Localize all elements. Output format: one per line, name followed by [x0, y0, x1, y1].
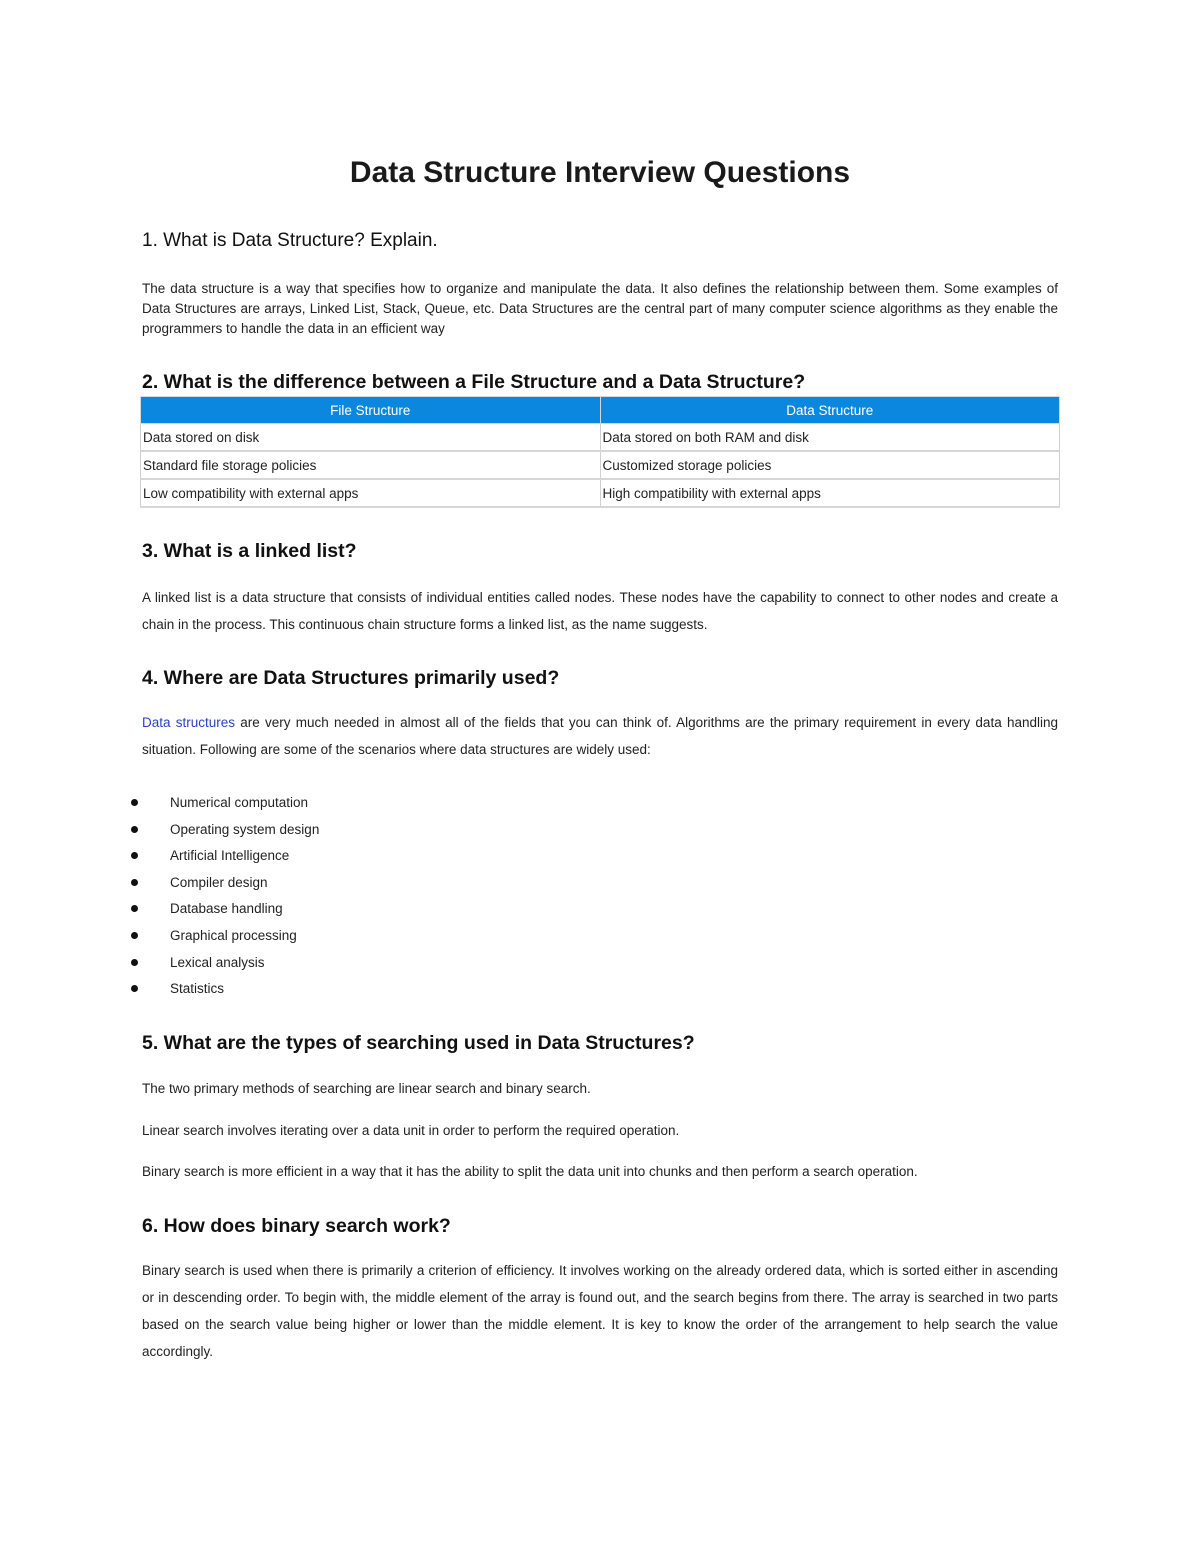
bullet-icon — [131, 826, 138, 833]
bullet-icon — [131, 905, 138, 912]
list-item-label: Artificial Intelligence — [170, 848, 290, 864]
list-item-label: Graphical processing — [170, 927, 297, 943]
list-item-label: Lexical analysis — [170, 954, 265, 970]
question-3-answer: A linked list is a data structure that consists of individual entities called nodes. These nodes have the capability to connect to other nodes and create a chain in the process. This continuous chain structure forms a linked list, as the name suggests. — [142, 590, 1058, 632]
question-3-heading: 3. What is a linked list? — [142, 540, 357, 562]
question-4-answer — [142, 709, 1058, 763]
table-row — [141, 451, 1060, 479]
question-6-answer: Binary search is used when there is primarily a criterion of efficiency. It involves working on the already ordered data, which is sorted either in ascending or in descending order. To begin with, the middle element of the array is found out, and the search begins from there. The array is searched in two parts based on the search value being higher or lower than the middle element. It is key to know the order of the arrangement to help search the value accordingly. — [142, 1263, 1058, 1359]
list-item-label: Statistics — [170, 981, 225, 997]
column-header-data-structure: Data Structure — [600, 397, 1060, 424]
question-6-heading: 6. How does binary search work? — [142, 1215, 451, 1237]
table-cell: Customized storage policies — [600, 451, 1060, 479]
question-4-answer-text: are very much needed in almost all of the fields that you can think of. Algorithms are the primary requirement in every data handling situation. Following are some of the scenarios where data structures are widely used: — [142, 715, 1058, 757]
list-item-label: Numerical computation — [170, 795, 309, 810]
bullet-icon — [131, 932, 138, 939]
table-cell: Data stored on both RAM and disk — [600, 424, 1060, 452]
usage-list — [128, 792, 319, 1005]
table-cell: High compatibility with external apps — [600, 479, 1060, 507]
bullet-icon — [131, 959, 138, 966]
table-row — [141, 424, 1060, 452]
list-item — [128, 845, 319, 872]
table-header-row — [141, 397, 1060, 424]
list-item — [128, 898, 319, 925]
list-item — [128, 792, 319, 819]
question-5-paragraph-1: The two primary methods of searching are linear search and binary search. — [142, 1081, 591, 1096]
bullet-icon — [131, 852, 138, 859]
question-5-paragraph-2: Linear search involves iterating over a data unit in order to perform the required operation. — [142, 1123, 680, 1138]
list-item-label: Operating system design — [170, 821, 320, 837]
question-5-heading: 5. What are the types of searching used in Data Structures? — [142, 1032, 695, 1054]
question-1-answer: The data structure is a way that specifies how to organize and manipulate the data. It also defines the relationship between them. Some examples of Data Structures are arrays, Linked List, Stack, Queue, etc. Data Structures are the central part of many computer science algorithms as they enable the programmers to handle the data in an efficient way — [142, 281, 1058, 336]
table-cell: Low compatibility with external apps — [141, 479, 601, 507]
list-item-label: Compiler design — [170, 874, 268, 890]
question-4-heading: 4. Where are Data Structures primarily used? — [142, 667, 560, 689]
table-cell: Data stored on disk — [141, 424, 601, 452]
comparison-table — [140, 396, 1060, 508]
table-cell: Standard file storage policies — [141, 451, 601, 479]
list-item — [128, 872, 319, 899]
table-row — [141, 479, 1060, 507]
list-item-label: Database handling — [170, 901, 283, 917]
bullet-icon — [131, 985, 138, 992]
list-item — [128, 925, 319, 952]
data-structures-link[interactable]: Data structures — [142, 715, 236, 730]
page-title: Data Structure Interview Questions — [349, 156, 851, 189]
question-2-heading: 2. What is the difference between a File Structure and a Data Structure? — [142, 371, 806, 393]
list-item — [128, 952, 319, 979]
question-5-paragraph-3: Binary search is more efficient in a way that it has the ability to split the data unit into chunks and then perform a search operation. — [142, 1164, 918, 1179]
question-1-heading: 1. What is Data Structure? Explain. — [142, 230, 438, 251]
bullet-icon — [131, 879, 138, 886]
bullet-icon — [131, 799, 138, 806]
list-item — [128, 819, 319, 846]
list-item — [128, 978, 319, 1005]
column-header-file-structure: File Structure — [141, 397, 601, 424]
